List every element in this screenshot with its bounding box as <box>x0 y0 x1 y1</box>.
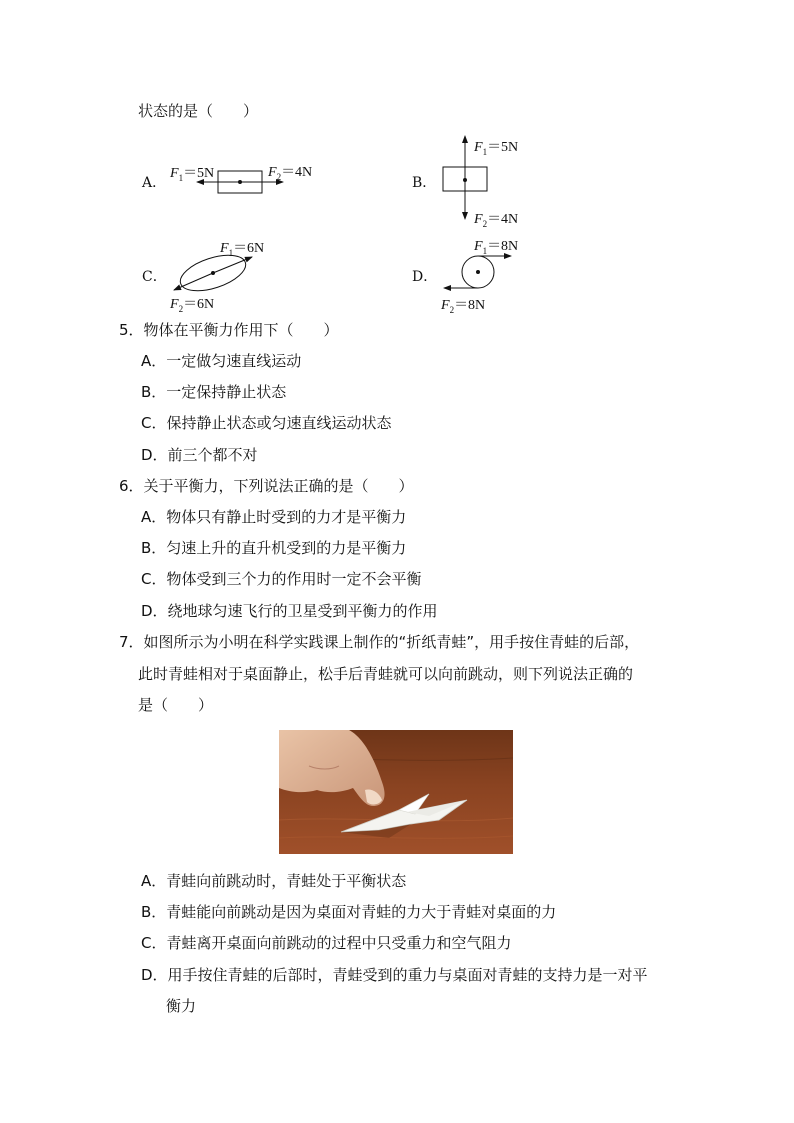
a-f1-label: $F_1=5N$ <box>170 166 215 183</box>
paper-frog-photo <box>279 730 513 854</box>
question-5-option-a: A．一定做匀速直线运动 <box>141 352 302 370</box>
question-5-option-c: C．保持静止状态或匀速直线运动状态 <box>141 414 392 432</box>
question-6-option-c: C．物体受到三个力的作用时一定不会平衡 <box>141 570 422 588</box>
question-7-option-a: A．青蛙向前跳动时，青蛙处于平衡状态 <box>141 872 407 890</box>
option-b-letter: B． <box>412 175 437 191</box>
option-c-letter: C． <box>142 269 167 285</box>
question-7-option-c: C．青蛙离开桌面向前跳动的过程中只受重力和空气阻力 <box>141 934 512 952</box>
question-6-stem: 6．关于平衡力，下列说法正确的是（ ） <box>119 477 414 495</box>
question-5-option-d: D．前三个都不对 <box>141 446 258 464</box>
question-5-stem: 5．物体在平衡力作用下（ ） <box>119 321 339 339</box>
force-diagrams <box>0 0 794 330</box>
diagram-d <box>444 256 511 288</box>
a-f2-label: $F_2=4N$ <box>268 165 313 182</box>
question-7-option-d-continuation: 衡力 <box>166 997 197 1015</box>
b-f1-label: $F_1=5N$ <box>474 140 519 157</box>
question-7-stem-line-3: 是（ ） <box>138 696 214 714</box>
question-4-stem-tail: 状态的是（ ） <box>138 102 259 120</box>
question-6-option-d: D．绕地球匀速飞行的卫星受到平衡力的作用 <box>141 602 438 620</box>
question-6-option-a: A．物体只有静止时受到的力才是平衡力 <box>141 508 407 526</box>
d-f2-label: $F_2=8N$ <box>441 298 486 315</box>
option-a-letter: A． <box>142 175 167 191</box>
option-d-letter: D． <box>412 269 438 285</box>
b-f2-label: $F_2=4N$ <box>474 212 519 229</box>
question-7-option-d: D．用手按住青蛙的后部时，青蛙受到的重力与桌面对青蛙的支持力是一对平 <box>141 966 648 984</box>
d-f1-label: $F_1=8N$ <box>474 239 519 256</box>
c-f2-label: $F_2=6N$ <box>170 297 215 314</box>
question-7-stem-line-2: 此时青蛙相对于桌面静止，松手后青蛙就可以向前跳动，则下列说法正确的 <box>138 665 634 683</box>
question-6-option-b: B．匀速上升的直升机受到的力是平衡力 <box>141 539 407 557</box>
question-7-stem-line-1: 7．如图所示为小明在科学实践课上制作的“折纸青蛙”，用手按住青蛙的后部， <box>119 633 640 651</box>
question-5-option-b: B．一定保持静止状态 <box>141 383 287 401</box>
question-7-option-b: B．青蛙能向前跳动是因为桌面对青蛙的力大于青蛙对桌面的力 <box>141 903 557 921</box>
c-f1-label: $F_1=6N$ <box>220 241 265 258</box>
